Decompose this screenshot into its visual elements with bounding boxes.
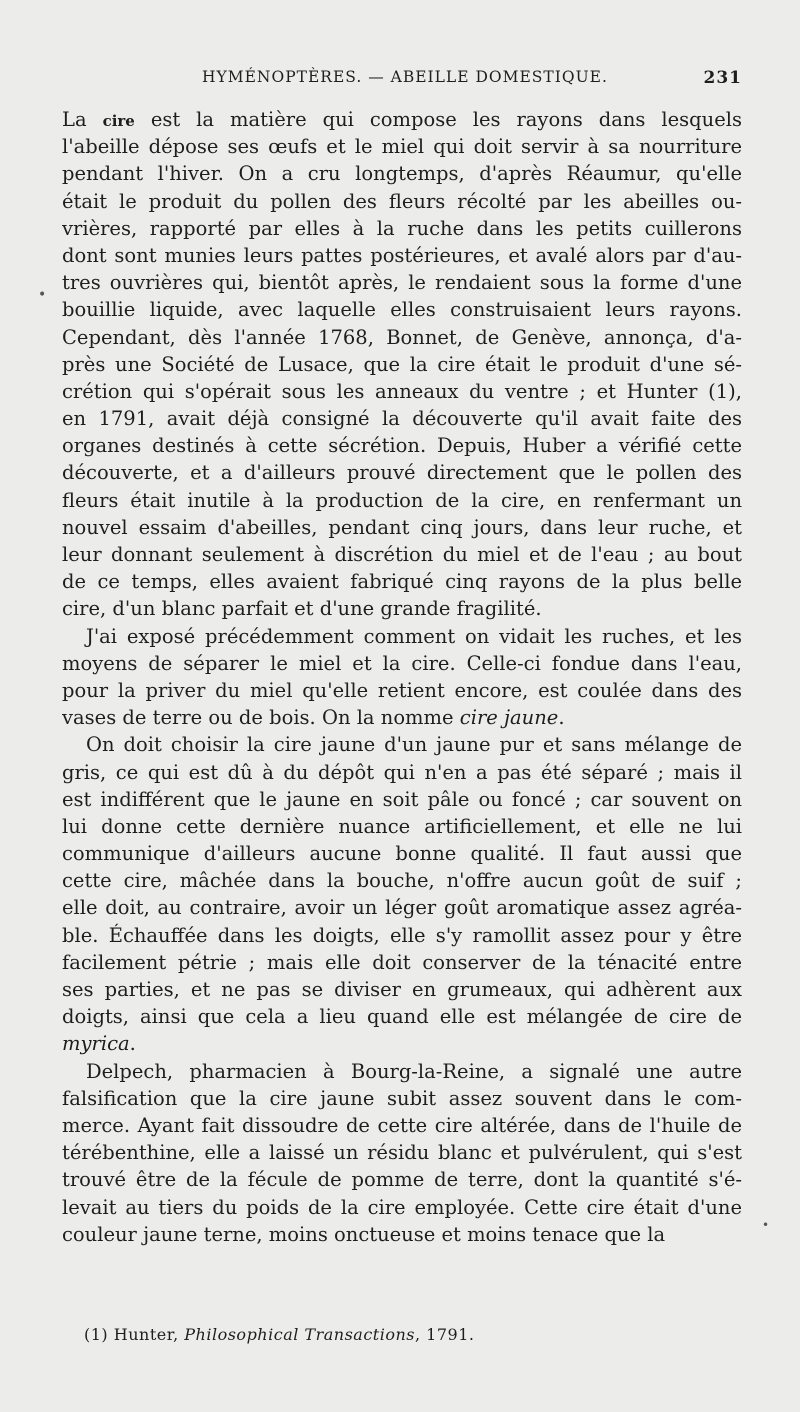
body-text — [62, 106, 742, 1248]
text-line: organes destinés à cette sécrétion. Depuis, Huber a vérifié cette — [62, 434, 742, 458]
footnote — [84, 1325, 474, 1344]
italic-term: myrica — [62, 1032, 130, 1056]
text-line — [62, 106, 742, 133]
text-line: est indifférent que le jaune en soit pâle ou foncé ; car souvent on — [62, 787, 742, 811]
text-line: merce. Ayant fait dissoudre de cette cire altérée, dans de l'huile de — [62, 1113, 742, 1137]
text-line: crétion qui s'opérait sous les anneaux du ventre ; et Hunter (1), — [62, 379, 742, 403]
text-line: lui donne cette dernière nuance artificiellement, et elle ne lui — [62, 814, 742, 838]
text-line: bouillie liquide, avec laquelle elles construisaient leurs rayons. — [62, 298, 742, 322]
page-header — [62, 68, 742, 92]
text-line: levait au tiers du poids de la cire employée. Cette cire était d'une — [62, 1195, 742, 1219]
text-line: moyens de séparer le miel et la cire. Celle-ci fondue dans l'eau, — [62, 651, 742, 675]
text-run: vases de terre ou de bois. On la nomme — [62, 706, 460, 730]
text-line: communique d'ailleurs aucune bonne qualité. Il faut aussi que — [62, 842, 742, 866]
text-line — [62, 704, 742, 731]
bold-term: cire — [102, 112, 135, 130]
text-line: Cependant, dès l'année 1768, Bonnet, de Genève, annonça, d'a- — [62, 325, 742, 349]
text-line — [62, 1030, 742, 1057]
margin-mark: • — [38, 287, 47, 303]
text-line: nouvel essaim d'abeilles, pendant cinq jours, dans leur ruche, et — [62, 515, 742, 539]
running-title: HYMÉNOPTÈRES. — ABEILLE DOMESTIQUE. — [202, 68, 608, 86]
text-line: J'ai exposé précédemment comment on vidait les ruches, et les — [86, 624, 742, 648]
text-line: gris, ce qui est dû à du dépôt qui n'en a pas été séparé ; mais il — [62, 760, 742, 784]
text-line: pendant l'hiver. On a cru longtemps, d'après Réaumur, qu'elle — [62, 162, 742, 186]
text-line: doigts, ainsi que cela a lieu quand elle est mélangée de cire de — [62, 1005, 742, 1029]
text-line: On doit choisir la cire jaune d'un jaune pur et sans mélange de — [86, 733, 742, 757]
text-line: découverte, et a d'ailleurs prouvé directement que le pollen des — [62, 461, 742, 485]
text-line: ble. Échauffée dans les doigts, elle s'y ramollit assez pour y être — [62, 923, 742, 947]
text-line: près une Société de Lusace, que la cire était le produit d'une sé- — [62, 352, 742, 376]
text-line: ses parties, et ne pas se diviser en grumeaux, qui adhèrent aux — [62, 978, 742, 1001]
footnote-prefix: (1) Hunter, — [84, 1325, 185, 1344]
text-line: était le produit du pollen des fleurs récolté par les abeilles ou- — [62, 189, 742, 213]
text-run: est la matière qui compose les rayons dans lesquels — [134, 108, 742, 131]
text-line: leur donnant seulement à discrétion du miel et de l'eau ; au bout — [62, 543, 742, 566]
text-run: . — [129, 1032, 136, 1056]
text-line: cire, d'un blanc parfait et d'une grande fragilité. — [62, 597, 542, 621]
italic-term: cire jaune — [459, 706, 559, 730]
text-line: de ce temps, elles avaient fabriqué cinq rayons de la plus belle — [62, 570, 742, 594]
text-line: cette cire, mâchée dans la bouche, n'offre aucun goût de suif ; — [62, 869, 742, 893]
text-run: La — [62, 108, 103, 131]
text-line: couleur jaune terne, moins onctueuse et moins tenace que la — [62, 1222, 666, 1246]
margin-mark: • — [762, 1218, 770, 1232]
text-line: fleurs était inutile à la production de la cire, en renfermant un — [62, 488, 742, 512]
footnote-suffix: , 1791. — [415, 1325, 475, 1344]
text-line: en 1791, avait déjà consigné la découverte qu'il avait faite des — [62, 407, 742, 431]
text-line: elle doit, au contraire, avoir un léger goût aromatique assez agréa- — [62, 896, 742, 920]
text-line: l'abeille dépose ses œufs et le miel qui doit servir à sa nourriture — [62, 135, 742, 159]
footnote-work-title: Philosophical Transactions — [184, 1325, 415, 1344]
text-line: trouvé être de la fécule de pomme de terre, dont la quantité s'é- — [62, 1168, 742, 1192]
text-line: térébenthine, elle a laissé un résidu blanc et pulvérulent, qui s'est — [62, 1141, 742, 1165]
text-line: pour la priver du miel qu'elle retient encore, est coulée dans des — [62, 678, 742, 702]
text-line: facilement pétrie ; mais elle doit conserver de la ténacité entre — [62, 950, 742, 974]
text-line: tres ouvrières qui, bientôt après, le rendaient sous la forme d'une — [62, 271, 742, 295]
text-line: dont sont munies leurs pattes postérieures, et avalé alors par d'au- — [62, 243, 742, 267]
text-line: falsification que la cire jaune subit assez souvent dans le com- — [62, 1086, 742, 1110]
text-line: vrières, rapporté par elles à la ruche dans les petits cuillerons — [62, 216, 742, 240]
page-number: 231 — [703, 68, 742, 88]
text-run: . — [558, 706, 565, 730]
text-line: Delpech, pharmacien à Bourg-la-Reine, a signalé une autre — [86, 1059, 742, 1083]
